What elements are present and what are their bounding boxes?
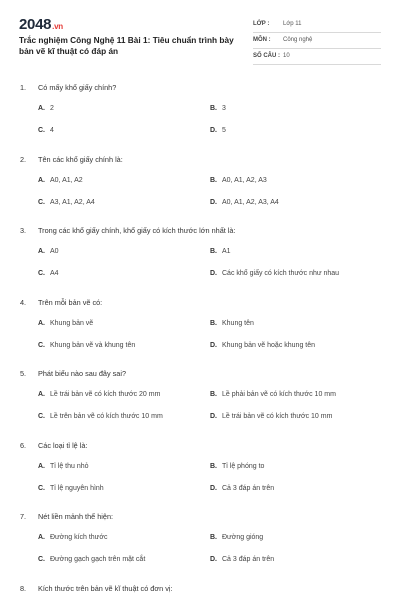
option-letter: C.: [38, 270, 45, 277]
answer-option[interactable]: [38, 463, 89, 470]
option-letter: D.: [210, 270, 217, 277]
answer-option[interactable]: [38, 342, 135, 349]
option-text: Đường gạch gạch trên mặt cắt: [50, 556, 146, 563]
option-text: Các khổ giấy có kích thước như nhau: [222, 270, 340, 277]
option-text: Khung tên: [222, 319, 254, 327]
answer-option[interactable]: [38, 391, 160, 398]
option-text: A0, A1, A2: [50, 176, 83, 184]
question-label: Các loại tỉ lệ là:: [38, 440, 88, 450]
meta-row-class: [253, 17, 381, 33]
option-text: 5: [222, 127, 226, 134]
answer-option[interactable]: [38, 534, 107, 541]
question-item: [20, 364, 382, 436]
question-label: Kích thước trên bản vẽ kĩ thuật có đơn vị:: [38, 583, 173, 593]
question-item: [20, 579, 382, 600]
answer-option[interactable]: [210, 463, 264, 470]
question-item: [20, 507, 382, 579]
question-text: [20, 584, 173, 593]
question-label: Tên các khổ giấy chính là:: [38, 154, 123, 164]
option-text: A1: [222, 248, 231, 255]
question-label: Phát biểu nào sau đây sai?: [38, 369, 127, 378]
question-number: 1.: [20, 83, 27, 92]
question-text: [20, 226, 236, 235]
question-number: 4.: [20, 297, 27, 307]
option-letter: B.: [210, 319, 217, 327]
option-letter: C.: [38, 341, 45, 349]
option-letter: A.: [38, 534, 45, 541]
option-letter: A.: [38, 176, 45, 184]
option-text: Khung bản vẽ: [50, 319, 94, 327]
option-letter: C.: [38, 413, 45, 420]
site-logo[interactable]: [19, 16, 63, 33]
answer-option[interactable]: [210, 320, 254, 327]
option-letter: B.: [210, 462, 217, 470]
meta-value: 10: [283, 53, 290, 59]
question-list: [20, 78, 382, 600]
option-text: Khung bản vẽ hoặc khung tên: [222, 341, 316, 349]
meta-value: Công nghệ: [283, 37, 313, 43]
logo-suffix: .vn: [52, 22, 63, 31]
question-number: 7.: [20, 512, 27, 521]
answer-option[interactable]: [38, 177, 83, 184]
option-letter: A.: [38, 391, 45, 398]
option-text: A4: [50, 270, 59, 277]
option-letter: D.: [210, 341, 217, 349]
question-number: 5.: [20, 369, 27, 378]
option-text: Lề trái bản vẽ có kích thước 20 mm: [50, 391, 161, 398]
option-letter: D.: [210, 198, 217, 206]
answer-option[interactable]: [38, 127, 54, 134]
option-letter: B.: [210, 105, 217, 112]
question-label: Có mấy khổ giấy chính?: [38, 83, 117, 92]
answer-option[interactable]: [210, 248, 231, 255]
option-letter: B.: [210, 176, 217, 184]
answer-option[interactable]: [38, 320, 93, 327]
option-text: 4: [50, 127, 54, 134]
answer-option[interactable]: [38, 485, 104, 492]
question-text: [20, 83, 116, 92]
meta-label: LỚP :: [253, 21, 270, 27]
answer-option[interactable]: [210, 391, 336, 398]
page-header: [19, 12, 381, 70]
option-letter: B.: [210, 248, 217, 255]
answer-option[interactable]: [210, 413, 332, 420]
option-letter: D.: [210, 484, 217, 492]
question-item: [20, 78, 382, 150]
question-label: Nét liền mảnh thể hiện:: [38, 512, 114, 521]
answer-option[interactable]: [38, 270, 59, 277]
question-number: 2.: [20, 154, 27, 164]
answer-option[interactable]: [38, 105, 54, 112]
question-label: Trên mỗi bản vẽ có:: [38, 297, 103, 307]
question-number: 6.: [20, 440, 27, 450]
answer-option[interactable]: [210, 199, 279, 206]
answer-option[interactable]: [210, 177, 267, 184]
answer-option[interactable]: [38, 248, 59, 255]
meta-row-subject: [253, 33, 381, 49]
answer-option[interactable]: [210, 105, 226, 112]
question-text: [20, 441, 87, 450]
question-number: 3.: [20, 226, 27, 235]
answer-option[interactable]: [210, 556, 274, 563]
option-text: 3: [222, 105, 226, 112]
option-letter: D.: [210, 413, 217, 420]
option-letter: C.: [38, 556, 45, 563]
option-letter: B.: [210, 534, 217, 541]
option-letter: A.: [38, 105, 45, 112]
option-letter: C.: [38, 198, 45, 206]
option-letter: C.: [38, 127, 45, 134]
meta-value: Lớp 11: [283, 21, 302, 27]
meta-label: SỐ CÂU :: [253, 53, 280, 59]
option-text: A0: [50, 248, 59, 255]
option-letter: A.: [38, 248, 45, 255]
answer-option[interactable]: [210, 270, 339, 277]
answer-option[interactable]: [210, 127, 226, 134]
question-text: [20, 512, 113, 521]
option-text: A0, A1, A2, A3, A4: [222, 198, 279, 206]
option-text: Tỉ lệ nguyên hình: [50, 484, 104, 492]
meta-row-count: [253, 49, 381, 65]
answer-option[interactable]: [38, 413, 163, 420]
question-item: [20, 293, 382, 365]
option-text: A3, A1, A2, A4: [50, 198, 95, 206]
question-item: [20, 221, 382, 293]
answer-option[interactable]: [210, 485, 274, 492]
option-text: Lề trên bản vẽ có kích thước 10 mm: [50, 413, 163, 420]
option-text: Khung bản vẽ và khung tên: [50, 341, 136, 349]
question-number: 8.: [20, 583, 27, 593]
answer-option[interactable]: [38, 199, 95, 206]
option-text: Cả 3 đáp án trên: [222, 484, 275, 492]
option-text: Lề phải bản vẽ có kích thước 10 mm: [222, 391, 336, 398]
option-letter: A.: [38, 462, 45, 470]
option-text: Tỉ lệ phóng to: [222, 462, 265, 470]
option-text: Cả 3 đáp án trên: [222, 556, 275, 563]
logo-text: 2048: [19, 16, 52, 33]
option-text: A0, A1, A2, A3: [222, 176, 267, 184]
option-letter: D.: [210, 556, 217, 563]
answer-option[interactable]: [210, 534, 263, 541]
option-letter: D.: [210, 127, 217, 134]
option-text: Đường gióng: [222, 534, 264, 541]
option-letter: B.: [210, 391, 217, 398]
question-text: [20, 298, 102, 307]
page-title: Trắc nghiệm Công Nghệ 11 Bài 1: Tiêu chuẩn trình bày bản vẽ kĩ thuật có đáp án: [19, 35, 234, 56]
option-text: Lề trái bản vẽ có kích thước 10 mm: [222, 413, 333, 420]
quiz-meta: [253, 17, 381, 65]
question-item: [20, 436, 382, 508]
option-letter: C.: [38, 484, 45, 492]
meta-label: MÔN :: [253, 37, 271, 43]
question-label: Trong các khổ giấy chính, khổ giấy có kích thước lớn nhất là:: [38, 226, 236, 235]
option-text: Đường kích thước: [50, 534, 108, 541]
answer-option[interactable]: [38, 556, 145, 563]
option-letter: A.: [38, 319, 45, 327]
answer-option[interactable]: [210, 342, 315, 349]
option-text: 2: [50, 105, 54, 112]
question-text: [20, 369, 126, 378]
question-item: [20, 150, 382, 222]
question-text: [20, 155, 123, 164]
option-text: Tỉ lệ thu nhỏ: [50, 462, 89, 470]
